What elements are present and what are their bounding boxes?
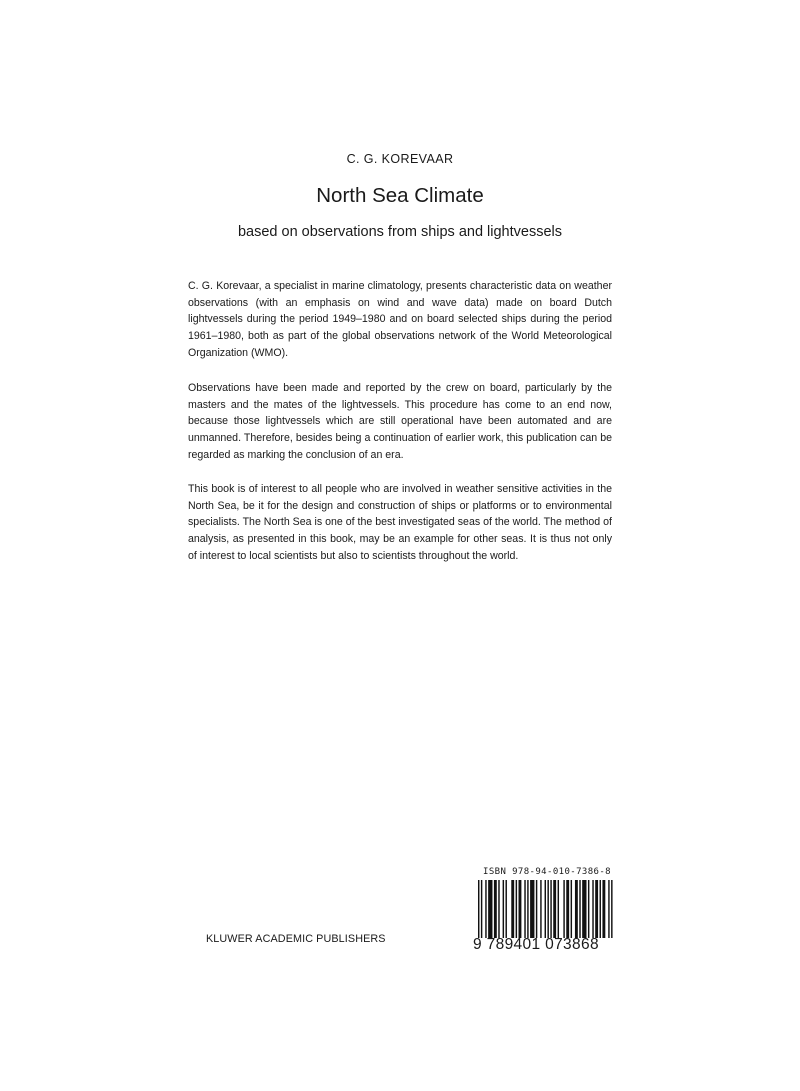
barcode-bar (481, 880, 482, 938)
barcode-bar (485, 880, 486, 938)
barcode-bar (511, 880, 514, 938)
barcode-bar (494, 880, 497, 938)
book-title: North Sea Climate (316, 184, 484, 207)
barcode-bar (592, 880, 593, 938)
barcode-bar (600, 880, 601, 938)
isbn-label: ISBN 978-94-010-7386-8 (483, 867, 612, 877)
barcode-bar (503, 880, 504, 938)
barcode-bar (524, 880, 525, 938)
barcode-bar (516, 880, 517, 938)
barcode-bar (595, 880, 598, 938)
barcode-bar (582, 880, 586, 938)
publisher-name: KLUWER ACADEMIC PUBLISHERS (206, 933, 386, 945)
barcode-bar (519, 880, 522, 938)
barcode-bar (563, 880, 564, 938)
barcode-bar (558, 880, 559, 938)
author-name: C. G. KOREVAAR (346, 152, 454, 166)
barcode-bar (571, 880, 572, 938)
barcode-bar (536, 880, 537, 938)
isbn-barcode-digits: 9 789401 073868 (473, 936, 599, 953)
barcode-bar (608, 880, 609, 938)
description-paragraph-3: This book is of interest to all people who are involved in weather sensitive activities in the North Sea, be it for the design and construction of ships or platforms or to environmental specialists. The North Sea is one of the best investigated seas of the world. The method of analysis, as presented in this book, may be an example for other seas. It is thus not only of interest to local scientists but also to scientists throughout the world. (188, 483, 612, 562)
barcode-bar (602, 880, 605, 938)
barcode-bar (540, 880, 541, 938)
barcode-bar (579, 880, 580, 938)
barcode-bar (527, 880, 528, 938)
barcode-bar (566, 880, 569, 938)
book-subtitle: based on observations from ships and lightvessels (237, 224, 562, 240)
barcode-bar (505, 880, 506, 938)
barcode-bar (547, 880, 548, 938)
barcode-icon (478, 880, 614, 938)
isbn-barcode-block (473, 866, 614, 954)
barcode-bar (545, 880, 546, 938)
barcode-bar (488, 880, 492, 938)
barcode-bar (575, 880, 578, 938)
barcode-bar (611, 880, 612, 938)
barcode-bar (553, 880, 556, 938)
description-paragraph-2: Observations have been made and reported by the crew on board, particularly by the masters and the mates of the lightvessels. This procedure has come to an end now, because those lightvessels which are still operational have been automated and are unmanned. Therefore, besides being a continuation of earlier work, this publication can be regarded as marking the conclusion of an era. (188, 382, 612, 461)
barcode-bar (478, 880, 479, 938)
barcode-bar (498, 880, 499, 938)
barcode-bar (588, 880, 589, 938)
barcode-bar (530, 880, 534, 938)
barcode-bar (550, 880, 551, 938)
description-paragraph-1: C. G. Korevaar, a specialist in marine climatology, presents characteristic data on weather observations (with an emphasis on wind and wave data) made on board Dutch lightvessels during the period 1949–1980 and on board selected ships during the period 1961–1980, both as part of the global observations network of the World Meteorological Organization (WMO). (188, 280, 612, 359)
